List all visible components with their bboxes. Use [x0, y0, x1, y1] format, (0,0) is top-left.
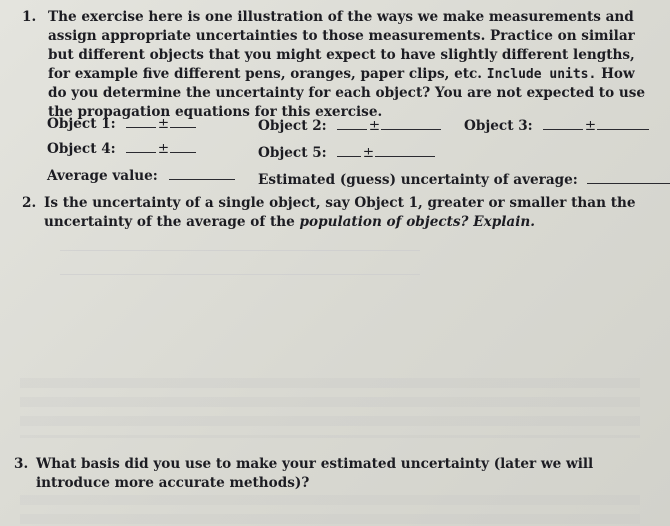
object-3-label: Object 3:: [464, 118, 533, 134]
object-2-label: Object 2:: [258, 118, 327, 134]
object-3-row: [464, 116, 649, 134]
object-2-pm: ±: [368, 118, 381, 134]
question-3-text: What basis did you use to make your estimated uncertainty (later we will introduce more accurate methods)?: [36, 456, 594, 491]
bleed-through-shadow-4: [20, 495, 640, 525]
object-2-uncertainty-blank[interactable]: [381, 116, 441, 130]
object-3-uncertainty-blank[interactable]: [597, 116, 649, 130]
question-3-number: 3.: [14, 456, 29, 472]
estimated-uncertainty-row: [258, 170, 670, 188]
object-1-pm: ±: [157, 116, 170, 132]
question-2-number: 2.: [22, 195, 37, 211]
question-1-number: 1.: [22, 9, 37, 25]
object-5-label: Object 5:: [258, 145, 327, 161]
object-5-uncertainty-blank[interactable]: [375, 143, 435, 157]
question-1-text: [22, 8, 652, 122]
object-1-uncertainty-blank[interactable]: [170, 114, 196, 128]
object-3-pm: ±: [584, 118, 597, 134]
question-1-text-b: How do you determine the uncertainty for each object? You are not expected to use the propagation equations for this exercise.: [48, 66, 646, 120]
object-3-value-blank[interactable]: [543, 116, 583, 130]
object-4-value-blank[interactable]: [126, 139, 156, 153]
object-4-pm: ±: [157, 141, 170, 157]
estimated-uncertainty-blank[interactable]: [587, 170, 670, 184]
object-1-value-blank[interactable]: [126, 114, 156, 128]
question-2-text-a: Is the uncertainty of a single object, say Object 1, greater or smaller than the uncertainty of the average of the: [44, 195, 636, 230]
question-2-text-italic: population of objects? Explain.: [299, 214, 535, 230]
bleed-through-shadow-1: [60, 238, 420, 251]
object-4-row: [47, 139, 196, 157]
object-2-value-blank[interactable]: [337, 116, 367, 130]
object-2-row: [258, 116, 441, 134]
question-1-include-units: Include units.: [486, 67, 597, 82]
object-1-row: [47, 114, 196, 132]
bleed-through-shadow-3: [20, 378, 640, 438]
average-value-blank[interactable]: [169, 166, 235, 180]
object-5-row: [258, 143, 435, 161]
question-2-text: [22, 194, 652, 232]
estimated-uncertainty-label: Estimated (guess) uncertainty of average:: [258, 172, 578, 188]
object-4-uncertainty-blank[interactable]: [170, 139, 196, 153]
question-2: [22, 194, 652, 232]
object-4-label: Object 4:: [47, 141, 116, 157]
question-3: [14, 455, 662, 493]
average-row: [47, 166, 235, 184]
question-1-text-a: The exercise here is one illustration of the ways we make measurements and assign appropriate uncertainties to those measurements. Practice on similar but different objects that you might expect to have slightly different lengths, for example five different pens, oranges, paper clips, etc.: [48, 9, 635, 82]
object-5-pm: ±: [362, 145, 375, 161]
question-1: [22, 8, 652, 122]
object-5-value-blank[interactable]: [337, 143, 361, 157]
average-label: Average value:: [47, 168, 158, 184]
object-1-label: Object 1:: [47, 116, 116, 132]
bleed-through-shadow-2: [60, 262, 420, 275]
